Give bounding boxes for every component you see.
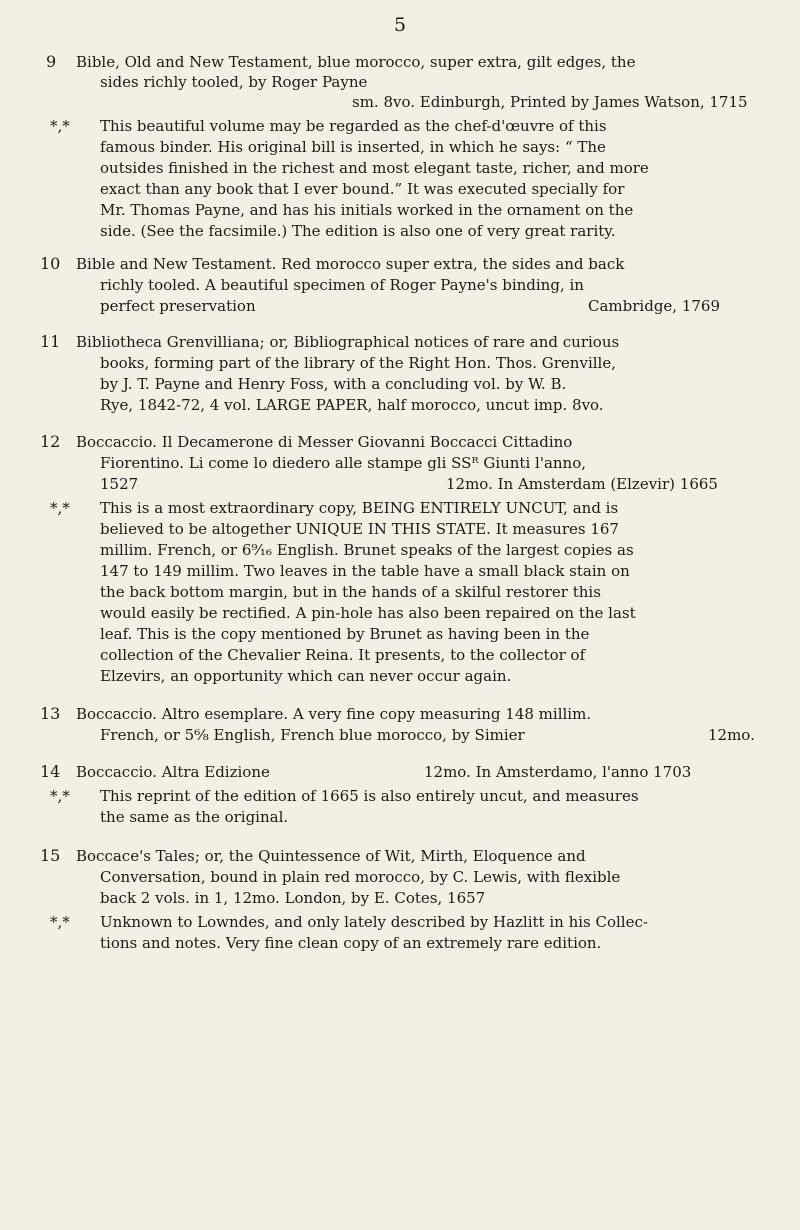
note-line: side. (See the facsimile.) The edition is also one of very great rarity. [100,222,616,240]
note-line: tions and notes. Very fine clean copy of an extremely rare edition. [100,934,602,952]
entry-line: sm. 8vo. Edinburgh, Printed by James Watson, 1715 [352,93,748,111]
entry-line: Boccaccio. Il Decamerone di Messer Giovanni Boccacci Cittadino [76,433,573,451]
entry-line: Boccaccio. Altra Edizione [76,763,270,781]
entry-line: Fiorentino. Li come lo diedero alle stampe gli SSᴿ Giunti l'anno, [100,454,587,472]
entry-line: back 2 vols. in 1, 12mo. London, by E. Cotes, 1657 [100,889,486,907]
entry-line: Bibliotheca Grenvilliana; or, Bibliographical notices of rare and curious [76,333,620,351]
entry-line: Bible, Old and New Testament, blue morocco, super extra, gilt edges, the [76,53,636,71]
entry-number: 9 [46,52,57,71]
note-line: 147 to 149 millim. Two leaves in the table have a small black stain on [100,562,630,580]
entry-imprint: 12mo. In Amsterdam (Elzevir) 1665 [446,475,718,493]
note-line: the same as the original. [100,808,289,826]
entry-line: Conversation, bound in plain red morocco, by C. Lewis, with flexible [100,868,621,886]
entry-line: Boccaccio. Altro esemplare. A very fine copy measuring 148 millim. [76,705,592,723]
entry-line: French, or 5⁶⁄₈ English, French blue morocco, by Simier [100,726,525,744]
note-line: leaf. This is the copy mentioned by Brunet as having been in the [100,625,590,643]
note-line: Elzevirs, an opportunity which can never occur again. [100,667,512,685]
entry-line: Rye, 1842-72, 4 vol. LARGE PAPER, half morocco, uncut imp. 8vo. [100,396,604,414]
note-marker: *,* [50,787,70,805]
entry-line: richly tooled. A beautiful specimen of Roger Payne's binding, in [100,276,584,294]
note-marker: *,* [50,499,70,517]
entry-number: 14 [40,762,61,781]
note-line: would easily be rectified. A pin-hole has also been repaired on the last [100,604,636,622]
entry-line: Bible and New Testament. Red morocco super extra, the sides and back [76,255,625,273]
note-line: This is a most extraordinary copy, BEING ENTIRELY UNCUT, and is [100,499,619,517]
note-line: This reprint of the edition of 1665 is also entirely uncut, and measures [100,787,639,805]
note-line: millim. French, or 6⁹⁄₁₆ English. Brunet speaks of the largest copies as [100,541,634,559]
note-line: famous binder. His original bill is inserted, in which he says: “ The [100,138,606,156]
entry-number: 13 [40,704,61,723]
entry-number: 15 [40,846,61,865]
entry-number: 11 [40,332,61,351]
entry-number: 10 [40,254,61,273]
entry-format: 12mo. [708,726,755,744]
note-marker: *,* [50,913,70,931]
entry-number: 12 [40,432,61,451]
entry-imprint: Cambridge, 1769 [588,297,721,315]
entry-line: sides richly tooled, by Roger Payne [100,73,368,91]
note-line: Unknown to Lowndes, and only lately described by Hazlitt in his Collec- [100,913,648,931]
entry-imprint: 12mo. In Amsterdamo, l'anno 1703 [424,763,692,781]
note-line: the back bottom margin, but in the hands of a skilful restorer this [100,583,601,601]
entry-line: Boccace's Tales; or, the Quintessence of Wit, Mirth, Eloquence and [76,847,586,865]
note-line: This beautiful volume may be regarded as the chef-d'œuvre of this [100,117,607,135]
entry-line: books, forming part of the library of the Right Hon. Thos. Grenville, [100,354,616,372]
entry-line: by J. T. Payne and Henry Foss, with a concluding vol. by W. B. [100,375,567,393]
entry-line: perfect preservation [100,297,256,315]
note-line: outsides finished in the richest and most elegant taste, richer, and more [100,159,649,177]
note-line: exact than any book that I ever bound.” It was executed specially for [100,180,625,198]
note-marker: *,* [50,117,70,135]
entry-line: 1527 [100,475,139,493]
note-line: collection of the Chevalier Reina. It presents, to the collector of [100,646,586,664]
note-line: Mr. Thomas Payne, and has his initials worked in the ornament on the [100,201,634,219]
page-number: 5 [393,14,407,36]
note-line: believed to be altogether UNIQUE IN THIS STATE. It measures 167 [100,520,619,538]
